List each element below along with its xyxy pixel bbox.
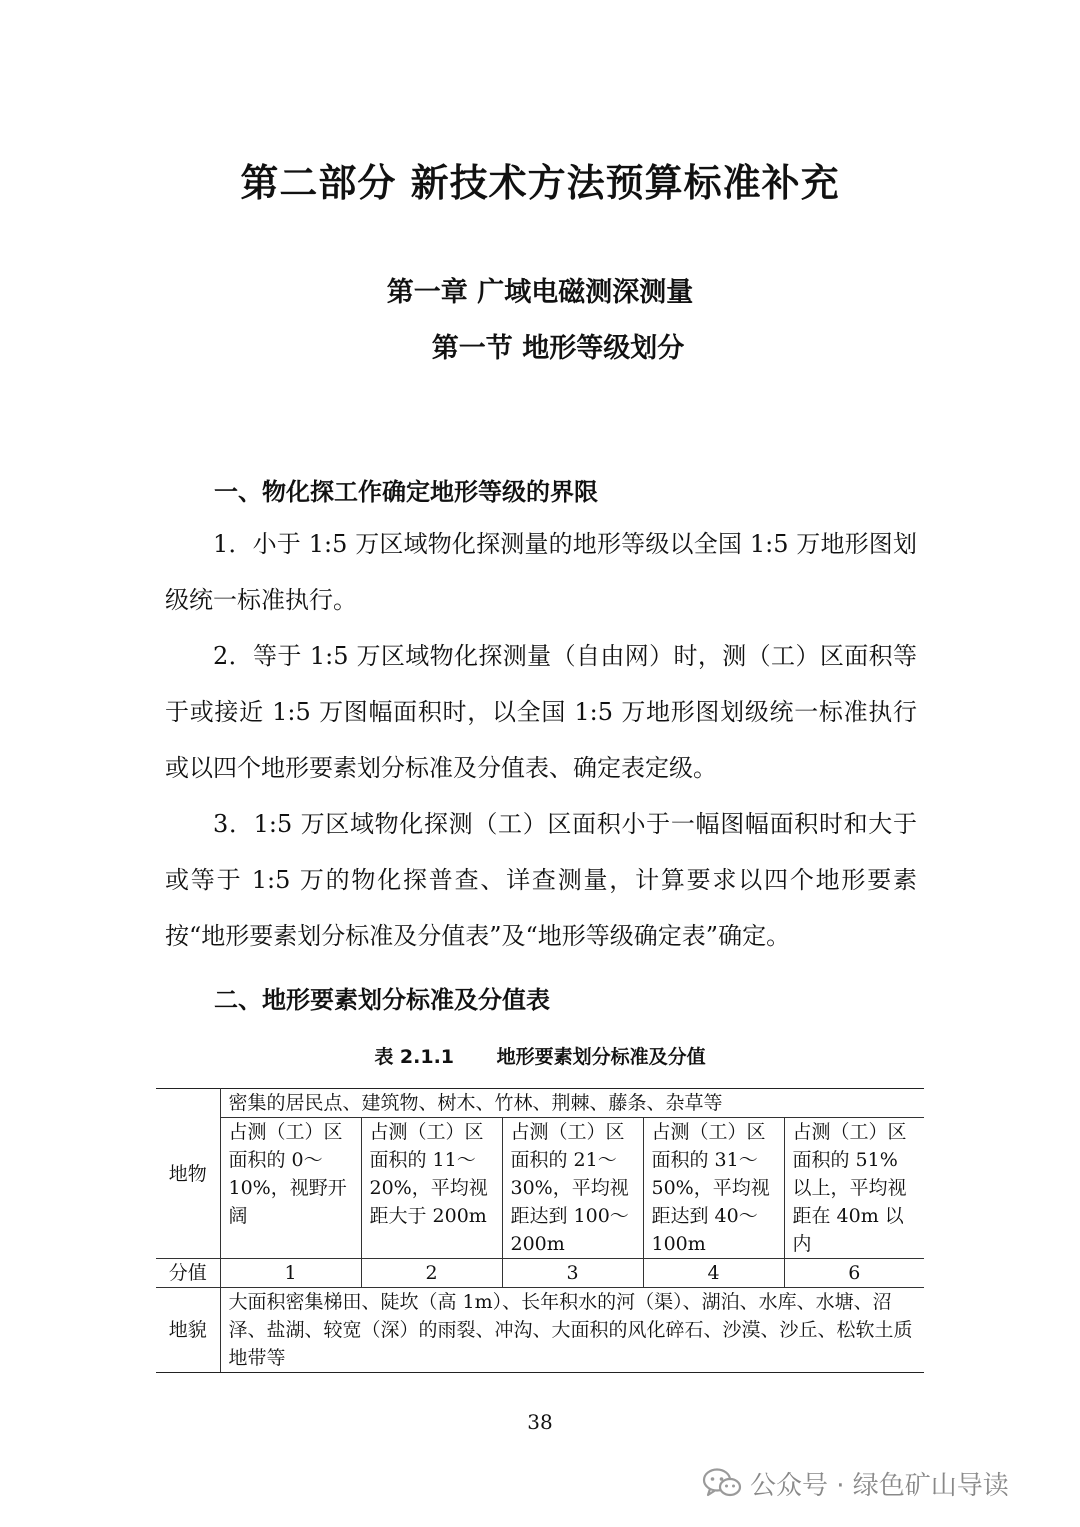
heading-terrain-limits: 一、物化探工作确定地形等级的界限 xyxy=(214,478,598,506)
landform-description: 大面积密集梯田、陡坎（高 1m）、长年积水的河（渠）、湖泊、水库、水塘、沼泽、盐湖、较宽（深）的雨裂、冲沟、大面积的风化碎石、沙漠、沙丘、松软土质地带等 xyxy=(220,1288,924,1373)
score-value-2: 2 xyxy=(361,1259,502,1288)
paragraph-3: 3．1:5 万区域物化探测（工）区面积小于一幅图幅面积时和大于或等于 1:5 万的物化探普查、详查测量，计算要求以四个地形要素按“地形要素划分标准及分值表”及“地形等级确定表”确定。 xyxy=(165,810,917,950)
wechat-icon xyxy=(702,1467,742,1499)
table-caption-title: 地形要素划分标准及分值 xyxy=(496,1046,706,1068)
feature-criterion-4: 占测（工）区面积的 31～50%，平均视距达到 40～100m xyxy=(643,1118,784,1259)
score-row-label: 分值 xyxy=(156,1259,220,1288)
heading-terrain-table: 二、地形要素划分标准及分值表 xyxy=(214,986,550,1014)
feature-criterion-1: 占测（工）区面积的 0～10%，视野开阔 xyxy=(220,1118,361,1259)
feature-criterion-3: 占测（工）区面积的 21～30%，平均视距达到 100～200m xyxy=(502,1118,643,1259)
score-value-4: 4 xyxy=(643,1259,784,1288)
feature-row-label: 地物 xyxy=(156,1089,220,1259)
page-number: 38 xyxy=(527,1410,553,1434)
paragraph-2: 2．等于 1:5 万区域物化探测量（自由网）时，测（工）区面积等于或接近 1:5 万图幅面积时，以全国 1:5 万地形图划级统一标准执行或以四个地形要素划分标准及分值表、确定表定级。 xyxy=(165,642,917,782)
part-title: 第二部分 新技术方法预算标准补充 xyxy=(240,161,840,205)
feature-criterion-2: 占测（工）区面积的 11～20%，平均视距大于 200m xyxy=(361,1118,502,1259)
table-caption xyxy=(0,1042,1080,1069)
chapter-title: 第一章 广域电磁测深测量 xyxy=(386,277,694,308)
landform-row-label: 地貌 xyxy=(156,1288,220,1373)
section-title: 第一节 地形等级划分 xyxy=(431,333,685,364)
paragraph-1: 1．小于 1:5 万区域物化探测量的地形等级以全国 1:5 万地形图划级统一标准执行。 xyxy=(165,530,917,614)
feature-criterion-5: 占测（工）区面积的 51%以上，平均视距在 40m 以内 xyxy=(784,1118,924,1259)
watermark-text: 公众号 · 绿色矿山导读 xyxy=(750,1470,1009,1501)
watermark xyxy=(702,1463,1009,1503)
score-value-1: 1 xyxy=(220,1259,361,1288)
table-caption-number: 表 2.1.1 xyxy=(374,1046,455,1068)
score-value-5: 6 xyxy=(784,1259,924,1288)
feature-description: 密集的居民点、建筑物、树木、竹林、荆棘、藤条、杂草等 xyxy=(220,1089,924,1118)
score-value-3: 3 xyxy=(502,1259,643,1288)
terrain-elements-table xyxy=(156,1088,924,1373)
